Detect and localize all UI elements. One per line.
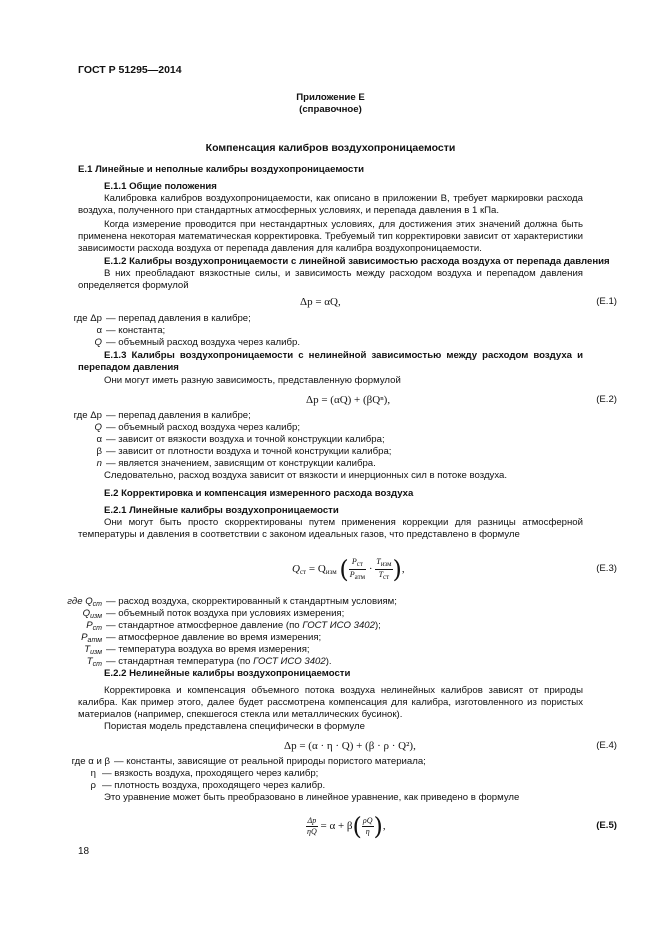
heading-e21: Е.2.1 Линейные калибры воздухопроницаемости xyxy=(104,505,339,516)
where-symbol: $Q_{изм}$ xyxy=(82,608,102,620)
where-item xyxy=(64,608,584,620)
where-symbol: α xyxy=(96,434,102,445)
where-item xyxy=(64,656,584,668)
left-paren: ( xyxy=(352,812,362,841)
eq3-lhs-sub: ст xyxy=(299,568,307,576)
eq3-comma: , xyxy=(401,563,405,575)
where-description: — является значением, зависящим от конструкции калибра. xyxy=(106,458,376,469)
fraction-p xyxy=(349,557,366,582)
where-item xyxy=(64,768,584,780)
where-item xyxy=(64,337,584,349)
where-description: — константа; xyxy=(106,325,166,336)
equation-e3 xyxy=(292,556,405,582)
where-item xyxy=(64,434,584,446)
where-description: — стандартное атмосферное давление (по ГОСТ ИСО 3402); xyxy=(106,620,381,631)
heading-e2: Е.2 Корректировка и компенсация измеренного расхода воздуха xyxy=(104,488,414,499)
eq5-comma: , xyxy=(382,820,386,832)
heading-e11: Е.1.1 Общие положения xyxy=(104,181,217,192)
eq3-patm-sub: атм xyxy=(354,572,366,581)
where-symbol: $P_{ст}$ xyxy=(86,620,102,632)
where-symbol: α xyxy=(96,325,102,336)
paragraph-8: Пористая модель представлена специфически в формуле xyxy=(104,721,365,732)
where-description: — стандартная температура (по ГОСТ ИСО 3402). xyxy=(106,656,332,667)
where-symbol: $T_{ст}$ xyxy=(86,656,102,668)
where-description: — зависит от плотности воздуха и точной конструкции калибра; xyxy=(106,446,392,457)
paragraph-3: В них преобладают вязкостные силы, и зависимость между расходом воздуха и перепадом давления определяется формулой xyxy=(78,268,583,291)
eq3-equals: = Q xyxy=(308,563,326,575)
appendix-subtitle: (справочное) xyxy=(299,104,362,115)
where-symbol: η xyxy=(90,768,96,779)
where-item xyxy=(64,596,584,608)
where-description: — температура воздуха во время измерения; xyxy=(106,644,310,655)
section-title: Компенсация калибров воздухопроницаемости xyxy=(205,142,456,154)
eq3-pst: P xyxy=(351,556,357,566)
where-symbol: где Δp xyxy=(73,313,102,324)
fraction-t xyxy=(375,557,392,582)
eq3-tst-sub: ст xyxy=(383,572,390,581)
where-item xyxy=(64,325,584,337)
where-description: — зависит от вязкости воздуха и точной конструкции калибра; xyxy=(106,434,385,445)
where-symbol: где $Q_{ст}$ xyxy=(67,596,102,608)
heading-e1: Е.1 Линейные и неполные калибры воздухопроницаемости xyxy=(78,164,364,175)
where-symbol: β xyxy=(96,446,102,457)
fraction-dp: $\frac{\Delta p}{\eta Q}$ xyxy=(307,815,317,836)
where-item xyxy=(64,620,584,632)
right-paren: ) xyxy=(373,812,383,841)
where-description: — плотность воздуха, проходящего через калибр. xyxy=(102,780,326,791)
where-symbol: n xyxy=(96,458,102,469)
paragraph-6: Они могут быть просто скорректированы путем применения коррекции для разницы атмосферной температуры и давления в соответствии с законом идеальных газов, что представлено в формуле xyxy=(78,517,583,540)
paragraph-5: Следовательно, расход воздуха зависит от вязкости и инерционных сил в потоке воздуха. xyxy=(104,470,508,481)
heading-e22: Е.2.2 Нелинейные калибры воздухопроницаемости xyxy=(104,668,351,679)
where-description: — константы, зависящие от реальной природы пористого материала; xyxy=(114,756,426,767)
where-description: — перепад давления в калибре; xyxy=(106,410,251,421)
document-header: ГОСТ Р 51295—2014 xyxy=(78,64,182,76)
where-item xyxy=(64,632,584,644)
eq5-middle: = α + β xyxy=(320,820,353,832)
where-description: — вязкость воздуха, проходящего через калибр; xyxy=(102,768,319,779)
equation-number-e5: (Е.5) xyxy=(596,820,617,831)
where-item xyxy=(64,410,584,422)
left-paren: ( xyxy=(339,555,349,584)
where-item xyxy=(64,644,584,656)
where-description: — перепад давления в калибре; xyxy=(106,313,251,324)
where-item xyxy=(64,446,584,458)
where-description: — расход воздуха, скорректированный к стандартным условиям; xyxy=(106,596,397,607)
where-description: — атмосферное давление во время измерения; xyxy=(106,632,322,643)
where-description: — объемный расход воздуха через калибр; xyxy=(106,422,301,433)
eq3-qizm-sub: изм xyxy=(325,568,337,576)
where-symbol: Q xyxy=(94,422,102,433)
eq3-tst: T xyxy=(378,569,384,579)
where-symbol: $T_{изм}$ xyxy=(84,644,102,656)
paragraph-2: Когда измерение проводится при нестандартных условиях, для достижения этих значений должна быть применена некоторая математическая корректировка. Требуемый тип корректировки зависит от характеристики зависимости расхода воздуха от перепада давления для калибра воздухопроницаемости. xyxy=(78,219,583,254)
page-number: 18 xyxy=(78,846,90,857)
where-item xyxy=(64,313,584,325)
fraction-rho: $\frac{\rho Q}{\eta}$ xyxy=(362,815,373,836)
standard-reference: ГОСТ ИСО 3402 xyxy=(302,620,375,631)
paragraph-4: Они могут иметь разную зависимость, представленную формулой xyxy=(104,375,401,386)
paragraph-7: Корректировка и компенсация объемного потока воздуха нелинейных калибров зависят от природы калибра. Как пример этого, далее будет рассмотрена компенсация для калибра, изготовленного из пористых материалов (например, спекшегося стекла или металлических бусинок). xyxy=(78,685,583,720)
equation-number-e1: (Е.1) xyxy=(596,296,617,307)
eq3-tizm: T xyxy=(376,556,381,566)
right-paren: ) xyxy=(392,555,402,584)
eq3-dot: · xyxy=(368,563,373,575)
equation-e5 xyxy=(306,813,386,839)
where-description: — объемный поток воздуха при условиях измерения; xyxy=(106,608,345,619)
eq3-patm: P xyxy=(349,569,355,579)
standard-reference: ГОСТ ИСО 3402 xyxy=(253,656,326,667)
paragraph-9: Это уравнение может быть преобразовано в линейное уравнение, как приведено в формуле xyxy=(104,792,520,803)
where-description: — объемный расход воздуха через калибр. xyxy=(106,337,301,348)
where-symbol: Q xyxy=(94,337,102,348)
where-item xyxy=(64,756,584,768)
equation-e2: Δp = (αQ) + (βQⁿ), xyxy=(306,394,391,406)
equation-number-e4: (Е.4) xyxy=(596,740,617,751)
heading-e12: Е.1.2 Калибры воздухопроницаемости с линейной зависимостью расхода воздуха от перепада давления xyxy=(104,256,610,267)
equation-number-e3: (Е.3) xyxy=(596,563,617,574)
where-symbol: ρ xyxy=(90,780,96,791)
where-item xyxy=(64,780,584,792)
eq3-pst-sub: ст xyxy=(356,559,363,568)
where-symbol: где Δp xyxy=(73,410,102,421)
where-item xyxy=(64,458,584,470)
equation-number-e2: (Е.2) xyxy=(596,394,617,405)
where-symbol: $P_{атм}$ xyxy=(81,632,102,644)
appendix-title: Приложение Е xyxy=(296,92,365,103)
eq3-tizm-sub: изм xyxy=(380,559,392,568)
equation-e1: Δp = αQ, xyxy=(300,296,341,308)
heading-e13: Е.1.3 Калибры воздухопроницаемости с нелинейной зависимостью между расходом воздуха и перепадом давления xyxy=(78,350,583,373)
paragraph-1: Калибровка калибров воздухопроницаемости, как описано в приложении В, требует маркировки расхода воздуха, полученного при стандартных атмосферных условиях, и перепада давления в 1 кПа. xyxy=(78,193,583,216)
where-symbol: где α и β xyxy=(71,756,110,767)
where-item xyxy=(64,422,584,434)
eq3-lhs: Q xyxy=(292,563,300,575)
equation-e4: Δp = (α · η · Q) + (β · ρ · Q²), xyxy=(284,740,416,752)
